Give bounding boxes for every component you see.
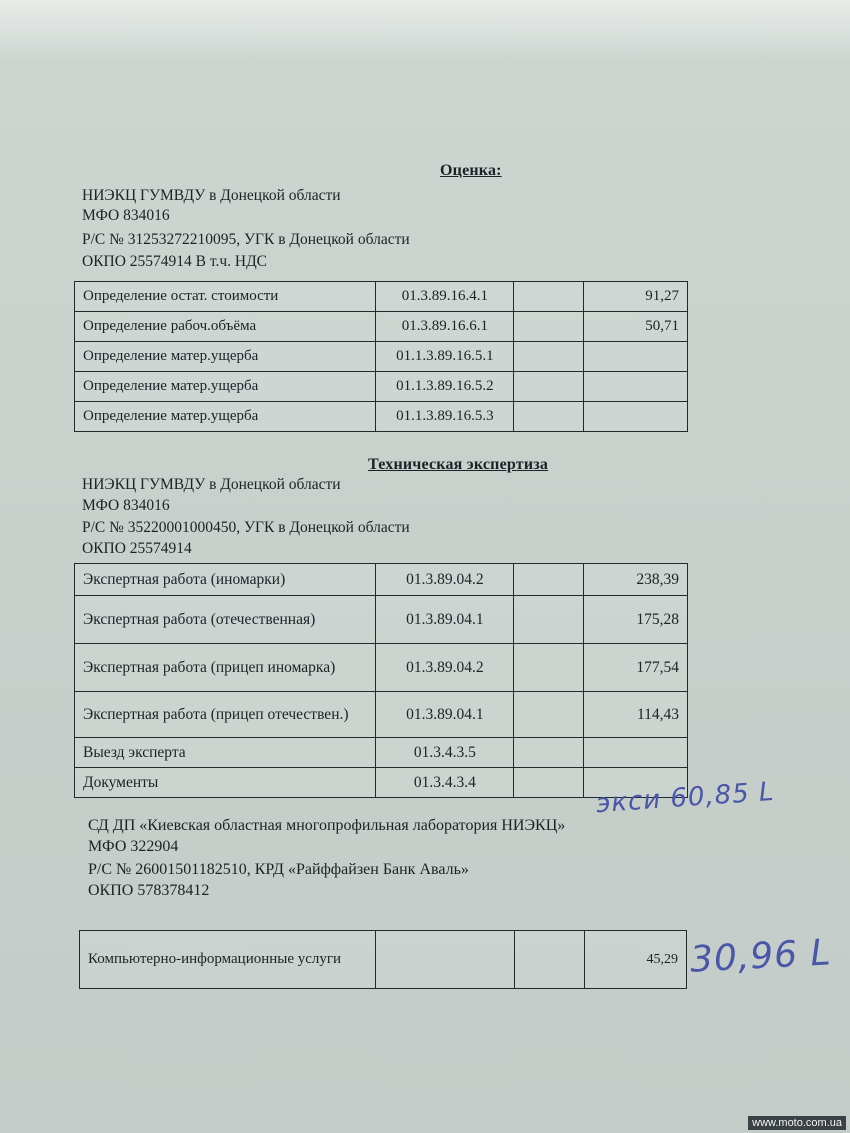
- empty-cell: [514, 768, 584, 798]
- table-row: [75, 342, 688, 372]
- tech-table: [74, 563, 688, 798]
- page-top-edge: [0, 0, 850, 60]
- tech-okpo: ОКПО 25574914: [82, 540, 192, 557]
- watermark: www.moto.com.ua: [748, 1116, 846, 1130]
- empty-cell: [514, 738, 584, 768]
- service-code: 01.1.3.89.16.5.2: [376, 372, 514, 402]
- service-price: 91,27: [584, 282, 688, 312]
- service-name: Экспертная работа (прицеп иномарка): [75, 644, 376, 692]
- empty-cell: [514, 372, 584, 402]
- table-row: [75, 644, 688, 692]
- table-row: [75, 596, 688, 644]
- empty-cell: [375, 931, 515, 989]
- service-name: Компьютерно-информационные услуги: [80, 931, 376, 989]
- service-price: 177,54: [584, 644, 688, 692]
- service-code: 01.3.89.04.1: [376, 692, 514, 738]
- service-name: Выезд эксперта: [75, 738, 376, 768]
- service-price: 114,43: [584, 692, 688, 738]
- service-price: [584, 738, 688, 768]
- service-price: [584, 372, 688, 402]
- table-row: [75, 738, 688, 768]
- service-name: Определение матер.ущерба: [75, 372, 376, 402]
- empty-cell: [515, 931, 585, 989]
- table-row: [75, 312, 688, 342]
- service-name: Определение матер.ущерба: [75, 402, 376, 432]
- ocenka-table: [74, 281, 688, 432]
- kiev-okpo: ОКПО 578378412: [88, 882, 210, 899]
- tech-org: НИЭКЦ ГУМВДУ в Донецкой области: [82, 476, 341, 493]
- table-row: [75, 282, 688, 312]
- handwritten-note-tech: экси 60,85 L: [595, 776, 776, 820]
- ocenka-okpo: ОКПО 25574914 В т.ч. НДС: [82, 253, 268, 270]
- ocenka-account: Р/С № 31253272210095, УГК в Донецкой области: [82, 231, 410, 248]
- service-code: 01.1.3.89.16.5.3: [376, 402, 514, 432]
- handwritten-note-kiev: 30,96 L: [689, 932, 833, 981]
- table-row: [80, 931, 687, 989]
- service-name: Экспертная работа (отечественная): [75, 596, 376, 644]
- service-name: Определение матер.ущерба: [75, 342, 376, 372]
- service-code: 01.3.4.3.5: [376, 738, 514, 768]
- service-price: 45,29: [585, 931, 687, 989]
- service-name: Документы: [75, 768, 376, 798]
- service-price: 50,71: [584, 312, 688, 342]
- ocenka-org: НИЭКЦ ГУМВДУ в Донецкой области: [82, 187, 341, 204]
- table-row: [75, 692, 688, 738]
- service-code: 01.3.89.16.6.1: [376, 312, 514, 342]
- service-name: Экспертная работа (иномарки): [75, 564, 376, 596]
- service-name: Экспертная работа (прицеп отечествен.): [75, 692, 376, 738]
- table-row: [75, 564, 688, 596]
- ocenka-mfo: МФО 834016: [82, 207, 170, 224]
- ocenka-heading: Оценка:: [440, 162, 502, 179]
- tech-heading: Техническая экспертиза: [368, 456, 549, 473]
- empty-cell: [514, 342, 584, 372]
- service-code: 01.1.3.89.16.5.1: [376, 342, 514, 372]
- empty-cell: [514, 402, 584, 432]
- service-code: 01.3.89.04.1: [376, 596, 514, 644]
- service-code: 01.3.89.04.2: [376, 644, 514, 692]
- kiev-table: [79, 930, 687, 989]
- service-price: [584, 402, 688, 432]
- empty-cell: [514, 282, 584, 312]
- service-code: 01.3.89.16.4.1: [376, 282, 514, 312]
- table-row: [75, 372, 688, 402]
- kiev-account: Р/С № 26001501182510, КРД «Райффайзен Банк Аваль»: [88, 861, 469, 878]
- kiev-mfo: МФО 322904: [88, 838, 179, 855]
- kiev-org: СД ДП «Киевская областная многопрофильная лаборатория НИЭКЦ»: [88, 817, 566, 834]
- empty-cell: [514, 692, 584, 738]
- empty-cell: [514, 596, 584, 644]
- service-name: Определение рабоч.объёма: [75, 312, 376, 342]
- empty-cell: [514, 564, 584, 596]
- service-code: 01.3.89.04.2: [376, 564, 514, 596]
- empty-cell: [514, 644, 584, 692]
- service-name: Определение остат. стоимости: [75, 282, 376, 312]
- table-row: [75, 402, 688, 432]
- service-price: 238,39: [584, 564, 688, 596]
- service-price: 175,28: [584, 596, 688, 644]
- empty-cell: [514, 312, 584, 342]
- tech-mfo: МФО 834016: [82, 497, 170, 514]
- service-price: [584, 342, 688, 372]
- tech-account: Р/С № 35220001000450, УГК в Донецкой области: [82, 519, 410, 536]
- service-code: 01.3.4.3.4: [376, 768, 514, 798]
